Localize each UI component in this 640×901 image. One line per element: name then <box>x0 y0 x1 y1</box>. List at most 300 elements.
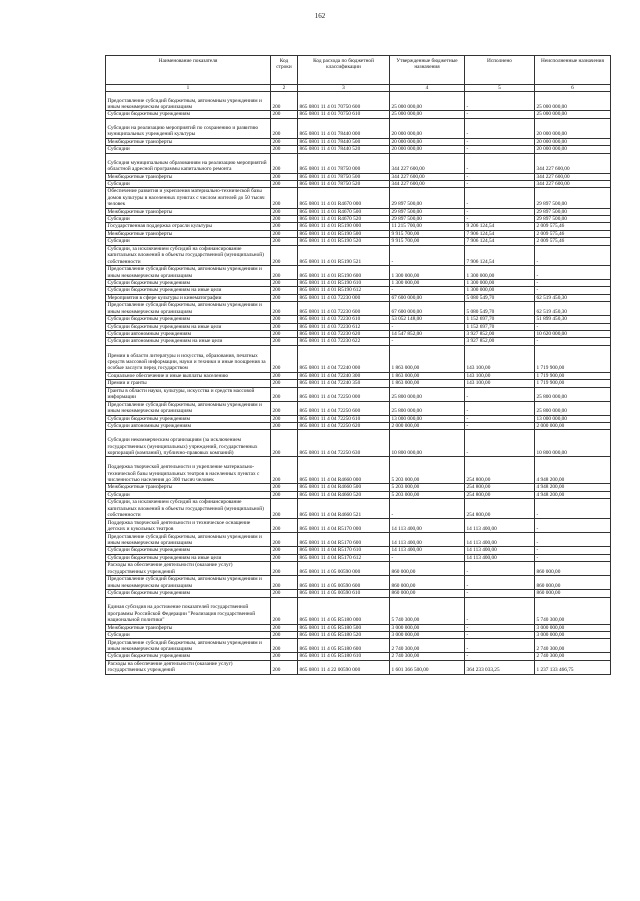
cell-executed: 254 800,00 <box>465 491 535 498</box>
cell-approved: 1 863 000,00 <box>390 372 465 379</box>
cell-row-code: 200 <box>271 401 298 415</box>
cell-budget-code: 865 0801 11 4 04 R5170 610 <box>298 547 390 554</box>
cell-budget-code: 865 0801 11 4 01 R5190 000 <box>298 223 390 230</box>
cell-indicator-name: Субсидии, за исключением субсидий на софинансирование капитальных вложений в объекты государственной (муниципальной) собственности <box>106 499 271 519</box>
cell-remaining: - <box>535 338 611 345</box>
cell-indicator-name: Субсидии бюджетным учреждениям на иные цели <box>106 323 271 330</box>
cell-executed: 1 300 000,00 <box>465 279 535 286</box>
table-row <box>106 323 611 330</box>
cell-remaining: 3 000 000,00 <box>535 632 611 639</box>
cell-executed: 1 300 000,00 <box>465 287 535 294</box>
cell-approved: - <box>390 323 465 330</box>
header-indicator-name: Наименование показателя <box>106 56 271 85</box>
cell-executed: 143 100,00 <box>465 372 535 379</box>
cell-approved: 5 203 000,00 <box>390 484 465 491</box>
cell-indicator-name: Межбюджетные трансферты <box>106 230 271 237</box>
cell-indicator-name: Субсидии <box>106 238 271 245</box>
cell-row-code: 200 <box>271 372 298 379</box>
cell-budget-code: 865 0801 11 4 03 72230 620 <box>298 330 390 337</box>
cell-row-code: 200 <box>271 590 298 597</box>
cell-remaining: 20 000 000,00 <box>535 118 611 138</box>
cell-remaining: - <box>535 519 611 533</box>
cell-executed: 1 152 697,70 <box>465 316 535 323</box>
cell-row-code: 200 <box>271 338 298 345</box>
cell-indicator-name: Субсидии, за исключением субсидий на софинансирование капитальных вложений в объекты государственной (муниципальной) собственности <box>106 245 271 265</box>
cell-executed: - <box>465 562 535 576</box>
cell-row-code: 200 <box>271 499 298 519</box>
cell-row-code: 200 <box>271 302 298 316</box>
cell-approved: 25 000 000,00 <box>390 111 465 118</box>
table-row <box>106 330 611 337</box>
cell-budget-code: 865 0801 11 4 01 R5190 612 <box>298 287 390 294</box>
cell-executed: - <box>465 597 535 624</box>
cell-remaining: 20 000 000,00 <box>535 146 611 153</box>
table-row <box>106 230 611 237</box>
cell-remaining: 25 000 000,00 <box>535 92 611 111</box>
table-row <box>106 265 611 279</box>
cell-executed: 143 100,00 <box>465 345 535 372</box>
cell-budget-code: 865 0801 11 4 01 78440 520 <box>298 146 390 153</box>
header-budget-code: Код расхода по бюджетной классификации <box>298 56 390 85</box>
table-row <box>106 111 611 118</box>
cell-budget-code: 865 0801 11 4 03 72230 000 <box>298 294 390 301</box>
cell-remaining: - <box>535 499 611 519</box>
table-row <box>106 216 611 223</box>
cell-approved: 9 915 700,00 <box>390 230 465 237</box>
cell-executed: - <box>465 415 535 422</box>
cell-approved: 11 215 700,00 <box>390 223 465 230</box>
cell-remaining: 2 009 575,46 <box>535 230 611 237</box>
cell-budget-code: 865 0801 11 4 01 R4670 500 <box>298 208 390 215</box>
cell-budget-code: 865 0801 11 4 03 72230 600 <box>298 302 390 316</box>
cell-executed: - <box>465 146 535 153</box>
cell-budget-code: 865 0801 11 4 05 R5180 600 <box>298 639 390 653</box>
cell-approved: 5 740 300,00 <box>390 597 465 624</box>
cell-indicator-name: Субсидии бюджетным учреждениям <box>106 316 271 323</box>
cell-remaining: 2 009 575,46 <box>535 238 611 245</box>
cell-executed: - <box>465 92 535 111</box>
cell-approved: 25 000 000,00 <box>390 92 465 111</box>
cell-budget-code: 865 0801 11 4 05 R5180 520 <box>298 632 390 639</box>
cell-budget-code: 865 0801 11 4 05 R5180 500 <box>298 624 390 631</box>
table-row <box>106 632 611 639</box>
cell-approved: 14 113 400,00 <box>390 519 465 533</box>
cell-indicator-name: Субсидии бюджетным учреждениям на иные цели <box>106 554 271 561</box>
cell-executed: - <box>465 430 535 457</box>
table-row <box>106 372 611 379</box>
cell-indicator-name: Предоставление субсидий бюджетным, автономным учреждениям и иным некоммерческим организациям <box>106 302 271 316</box>
cell-executed: - <box>465 639 535 653</box>
table-row <box>106 223 611 230</box>
cell-approved: 13 000 000,00 <box>390 415 465 422</box>
cell-budget-code: 865 0801 11 4 03 72230 622 <box>298 338 390 345</box>
cell-indicator-name: Субсидия муниципальным образованиям на реализацию мероприятий областной адресной программы капитального ремонта <box>106 153 271 173</box>
table-row <box>106 146 611 153</box>
cell-budget-code: 865 0801 11 4 04 72250 000 <box>298 387 390 401</box>
cell-executed: 3 927 852,00 <box>465 330 535 337</box>
cell-approved: - <box>390 499 465 519</box>
cell-approved: 14 113 400,00 <box>390 533 465 547</box>
table-row <box>106 484 611 491</box>
cell-remaining: 29 897 500,00 <box>535 216 611 223</box>
cell-indicator-name: Межбюджетные трансферты <box>106 624 271 631</box>
cell-approved: 2 740 300,00 <box>390 639 465 653</box>
cell-indicator-name: Поддержка творческой деятельности и укрепление материально-технической базы муниципальных театров в населенных пунктах с численностью населения до 300 тысяч человек <box>106 457 271 484</box>
cell-remaining: 2 740 300,00 <box>535 653 611 660</box>
cell-row-code: 200 <box>271 208 298 215</box>
cell-approved: 2 740 300,00 <box>390 653 465 660</box>
cell-remaining: 4 948 200,00 <box>535 484 611 491</box>
cell-executed: 14 113 400,00 <box>465 554 535 561</box>
cell-budget-code: 865 0801 11 4 01 R5190 521 <box>298 245 390 265</box>
cell-budget-code: 865 0801 11 4 01 R5190 520 <box>298 238 390 245</box>
cell-row-code: 200 <box>271 138 298 145</box>
cell-indicator-name: Обеспечение развития и укрепления материально-технической базы домов культуры в населенных пунктах с числом жителей до 50 тысяч человек <box>106 188 271 208</box>
cell-executed: - <box>465 632 535 639</box>
cell-budget-code: 865 0801 11 4 04 R4660 500 <box>298 484 390 491</box>
table-row <box>106 316 611 323</box>
cell-approved: 5 203 000,00 <box>390 457 465 484</box>
table-row <box>106 547 611 554</box>
cell-row-code: 200 <box>271 287 298 294</box>
cell-remaining: 25 800 000,00 <box>535 387 611 401</box>
cell-budget-code: 865 0801 11 4 04 72250 610 <box>298 415 390 422</box>
cell-row-code: 200 <box>271 181 298 188</box>
cell-budget-code: 865 0801 11 4 01 70750 600 <box>298 92 390 111</box>
cell-indicator-name: Субсидии <box>106 146 271 153</box>
cell-row-code: 200 <box>271 415 298 422</box>
cell-approved: 20 000 000,00 <box>390 118 465 138</box>
cell-approved: 29 897 500,00 <box>390 188 465 208</box>
cell-budget-code: 865 0801 11 4 05 00590 000 <box>298 562 390 576</box>
cell-indicator-name: Предоставление субсидий бюджетным, автономным учреждениям и иным некоммерческим организациям <box>106 92 271 111</box>
cell-row-code: 200 <box>271 484 298 491</box>
cell-approved: 10 800 000,00 <box>390 430 465 457</box>
column-number: 5 <box>465 85 535 92</box>
table-row <box>106 238 611 245</box>
table-row <box>106 660 611 674</box>
cell-remaining: 344 227 600,00 <box>535 181 611 188</box>
table-row <box>106 118 611 138</box>
cell-row-code: 200 <box>271 188 298 208</box>
cell-budget-code: 865 0801 11 4 01 78440 500 <box>298 138 390 145</box>
cell-approved: 14 547 852,00 <box>390 330 465 337</box>
header-approved: Утвержденные бюджетные назначения <box>390 56 465 85</box>
table-row <box>106 639 611 653</box>
cell-row-code: 200 <box>271 230 298 237</box>
cell-remaining: - <box>535 245 611 265</box>
table-row <box>106 294 611 301</box>
cell-row-code: 200 <box>271 519 298 533</box>
column-number: 3 <box>298 85 390 92</box>
cell-approved: 29 897 500,00 <box>390 216 465 223</box>
cell-row-code: 200 <box>271 153 298 173</box>
cell-row-code: 200 <box>271 491 298 498</box>
header-executed: Исполнено <box>465 56 535 85</box>
cell-indicator-name: Субсидии бюджетным учреждениям <box>106 415 271 422</box>
cell-approved: - <box>390 245 465 265</box>
cell-budget-code: 865 0801 11 4 04 72240 300 <box>298 372 390 379</box>
cell-indicator-name: Предоставление субсидий бюджетным, автономным учреждениям и иным некоммерческим организациям <box>106 576 271 590</box>
cell-approved: 1 863 000,00 <box>390 345 465 372</box>
cell-approved: 25 800 000,00 <box>390 401 465 415</box>
table-row <box>106 345 611 372</box>
cell-indicator-name: Субсидии бюджетным учреждениям <box>106 111 271 118</box>
cell-row-code: 200 <box>271 345 298 372</box>
cell-budget-code: 865 0801 11 4 04 R4660 000 <box>298 457 390 484</box>
cell-budget-code: 865 0801 11 4 04 72240 000 <box>298 345 390 372</box>
cell-remaining: 1 719 900,00 <box>535 380 611 387</box>
cell-indicator-name: Предоставление субсидий бюджетным, автономным учреждениям и иным некоммерческим организациям <box>106 265 271 279</box>
table-row <box>106 173 611 180</box>
cell-indicator-name: Социальное обеспечение и иные выплаты населению <box>106 372 271 379</box>
table-row <box>106 302 611 316</box>
cell-row-code: 200 <box>271 387 298 401</box>
cell-executed: 14 113 400,00 <box>465 519 535 533</box>
cell-row-code: 200 <box>271 554 298 561</box>
cell-row-code: 200 <box>271 457 298 484</box>
cell-row-code: 200 <box>271 330 298 337</box>
cell-executed: 7 906 124,54 <box>465 230 535 237</box>
cell-indicator-name: Субсидии бюджетным учреждениям на иные цели <box>106 287 271 294</box>
table-row <box>106 624 611 631</box>
cell-remaining: 2 740 300,00 <box>535 639 611 653</box>
cell-executed: 254 800,00 <box>465 457 535 484</box>
cell-executed: 1 152 697,70 <box>465 323 535 330</box>
table-row <box>106 422 611 429</box>
cell-executed: 7 906 124,54 <box>465 245 535 265</box>
table-row <box>106 533 611 547</box>
cell-approved: 860 000,00 <box>390 590 465 597</box>
cell-remaining: 4 948 200,00 <box>535 491 611 498</box>
cell-remaining: 25 800 000,00 <box>535 401 611 415</box>
header-remaining: Неисполненные назначения <box>535 56 611 85</box>
cell-row-code: 200 <box>271 422 298 429</box>
cell-budget-code: 865 0801 11 4 01 78750 000 <box>298 153 390 173</box>
cell-indicator-name: Субсидии бюджетным учреждениям <box>106 547 271 554</box>
cell-executed: - <box>465 111 535 118</box>
cell-remaining: 20 000 000,00 <box>535 138 611 145</box>
column-number: 2 <box>271 85 298 92</box>
cell-budget-code: 865 0801 11 4 04 R4660 521 <box>298 499 390 519</box>
cell-executed: - <box>465 624 535 631</box>
cell-remaining: 344 227 600,00 <box>535 173 611 180</box>
cell-executed: 9 206 124,54 <box>465 223 535 230</box>
cell-row-code: 200 <box>271 173 298 180</box>
cell-indicator-name: Премии в области литературы и искусства, образования, печатных средств массовой информации, науки и техники и иные поощрения за особые заслуги перед государством <box>106 345 271 372</box>
cell-remaining: 344 227 600,00 <box>535 153 611 173</box>
cell-remaining: 1 719 900,00 <box>535 372 611 379</box>
table-row <box>106 287 611 294</box>
cell-approved: 9 915 700,00 <box>390 238 465 245</box>
table-row <box>106 491 611 498</box>
cell-approved: 14 113 400,00 <box>390 547 465 554</box>
cell-indicator-name: Субсидии некоммерческим организациям (за исключением государственных (муниципальных) учреждений, государственных корпораций (компаний), публично-правовых компаний) <box>106 430 271 457</box>
cell-row-code: 200 <box>271 238 298 245</box>
cell-budget-code: 865 0801 11 4 05 00590 610 <box>298 590 390 597</box>
cell-budget-code: 865 0801 11 4 01 R5190 610 <box>298 279 390 286</box>
cell-budget-code: 865 0801 11 4 01 78440 000 <box>298 118 390 138</box>
cell-row-code: 200 <box>271 279 298 286</box>
cell-remaining: 860 000,00 <box>535 576 611 590</box>
table-row <box>106 576 611 590</box>
cell-remaining: 29 897 500,00 <box>535 188 611 208</box>
cell-executed: - <box>465 188 535 208</box>
table-row <box>106 562 611 576</box>
column-number: 1 <box>106 85 271 92</box>
cell-row-code: 200 <box>271 265 298 279</box>
cell-approved: 25 800 000,00 <box>390 387 465 401</box>
cell-row-code: 200 <box>271 547 298 554</box>
cell-budget-code: 865 0801 11 4 01 78750 520 <box>298 181 390 188</box>
cell-budget-code: 865 0801 11 4 01 R4670 000 <box>298 188 390 208</box>
cell-row-code: 200 <box>271 294 298 301</box>
cell-indicator-name: Мероприятия в сфере культуры и кинематографии <box>106 294 271 301</box>
cell-remaining: - <box>535 323 611 330</box>
cell-indicator-name: Межбюджетные трансферты <box>106 484 271 491</box>
cell-indicator-name: Субсидии <box>106 216 271 223</box>
cell-row-code: 200 <box>271 245 298 265</box>
cell-executed: - <box>465 153 535 173</box>
cell-budget-code: 865 0801 11 4 04 72250 630 <box>298 430 390 457</box>
cell-row-code: 200 <box>271 146 298 153</box>
cell-remaining: - <box>535 265 611 279</box>
table-row <box>106 338 611 345</box>
cell-budget-code: 865 0801 11 4 04 R5170 000 <box>298 519 390 533</box>
cell-indicator-name: Предоставление субсидий бюджетным, автономным учреждениям и иным некоммерческим организациям <box>106 533 271 547</box>
cell-remaining: 62 519 450,30 <box>535 302 611 316</box>
cell-executed: 7 906 124,54 <box>465 238 535 245</box>
table-row <box>106 401 611 415</box>
cell-remaining: - <box>535 287 611 294</box>
table-row <box>106 153 611 173</box>
cell-row-code: 200 <box>271 562 298 576</box>
table-header <box>106 56 611 85</box>
cell-indicator-name: Субсидии <box>106 632 271 639</box>
cell-budget-code: 865 0801 11 4 04 72250 600 <box>298 401 390 415</box>
cell-executed: - <box>465 576 535 590</box>
table-row <box>106 590 611 597</box>
cell-executed: 3 927 852,00 <box>465 338 535 345</box>
column-number-row <box>106 85 611 92</box>
table-row <box>106 597 611 624</box>
cell-row-code: 200 <box>271 92 298 111</box>
cell-remaining: 2 000 000,00 <box>535 422 611 429</box>
cell-executed: 254 800,00 <box>465 484 535 491</box>
cell-executed: - <box>465 173 535 180</box>
table-row <box>106 499 611 519</box>
cell-row-code: 200 <box>271 111 298 118</box>
cell-row-code: 200 <box>271 653 298 660</box>
table-row <box>106 519 611 533</box>
cell-executed: - <box>465 590 535 597</box>
table-row <box>106 92 611 111</box>
cell-remaining: 13 000 000,00 <box>535 415 611 422</box>
cell-executed: 5 080 549,70 <box>465 302 535 316</box>
cell-indicator-name: Расходы на обеспечение деятельности (оказание услуг) государственных учреждений <box>106 660 271 674</box>
cell-budget-code: 865 0801 11 4 01 R4670 520 <box>298 216 390 223</box>
cell-approved: 344 227 600,00 <box>390 173 465 180</box>
cell-remaining: - <box>535 547 611 554</box>
cell-remaining: - <box>535 279 611 286</box>
cell-remaining: 860 000,00 <box>535 562 611 576</box>
cell-remaining: 10 800 000,00 <box>535 430 611 457</box>
cell-approved: 20 000 000,00 <box>390 138 465 145</box>
column-number: 4 <box>390 85 465 92</box>
cell-executed: 14 113 400,00 <box>465 547 535 554</box>
cell-approved: 860 000,00 <box>390 576 465 590</box>
cell-remaining: 5 740 300,00 <box>535 597 611 624</box>
cell-remaining: 62 519 450,30 <box>535 294 611 301</box>
table-row <box>106 188 611 208</box>
table-row <box>106 279 611 286</box>
cell-budget-code: 865 0801 11 4 05 00590 600 <box>298 576 390 590</box>
cell-executed: 364 233 033,25 <box>465 660 535 674</box>
cell-budget-code: 865 0801 11 4 01 78750 500 <box>298 173 390 180</box>
cell-row-code: 200 <box>271 597 298 624</box>
cell-budget-code: 865 0801 11 4 04 R5170 600 <box>298 533 390 547</box>
budget-execution-table <box>105 55 611 675</box>
cell-row-code: 200 <box>271 576 298 590</box>
table-row <box>106 415 611 422</box>
cell-row-code: 200 <box>271 632 298 639</box>
cell-row-code: 200 <box>271 223 298 230</box>
cell-approved: 344 227 600,00 <box>390 181 465 188</box>
cell-indicator-name: Предоставление субсидий бюджетным, автономным учреждениям и иным некоммерческим организациям <box>106 639 271 653</box>
cell-executed: - <box>465 138 535 145</box>
table-row <box>106 245 611 265</box>
cell-approved: 1 300 000,00 <box>390 279 465 286</box>
table-row <box>106 138 611 145</box>
cell-approved: 2 000 000,00 <box>390 422 465 429</box>
cell-budget-code: 865 0801 11 4 03 72230 610 <box>298 316 390 323</box>
cell-executed: - <box>465 422 535 429</box>
cell-approved: 53 052 148,00 <box>390 316 465 323</box>
table-body <box>106 85 611 675</box>
cell-row-code: 200 <box>271 624 298 631</box>
cell-indicator-name: Субсидии <box>106 491 271 498</box>
table-row <box>106 181 611 188</box>
cell-row-code: 200 <box>271 316 298 323</box>
cell-budget-code: 865 0801 11 4 05 R5180 610 <box>298 653 390 660</box>
table-row <box>106 457 611 484</box>
cell-approved: 860 000,00 <box>390 562 465 576</box>
cell-remaining: 860 000,00 <box>535 590 611 597</box>
cell-executed: - <box>465 118 535 138</box>
cell-row-code: 200 <box>271 430 298 457</box>
cell-approved: - <box>390 554 465 561</box>
cell-row-code: 200 <box>271 639 298 653</box>
cell-budget-code: 865 0801 11 4 22 00590 000 <box>298 660 390 674</box>
cell-indicator-name: Единая субсидия на достижение показателей государственной программы Российской Федерации "Реализация государственной национальной политики" <box>106 597 271 624</box>
cell-executed: - <box>465 216 535 223</box>
cell-remaining: 4 948 200,00 <box>535 457 611 484</box>
cell-indicator-name: Межбюджетные трансферты <box>106 173 271 180</box>
cell-remaining: 10 620 000,00 <box>535 330 611 337</box>
cell-indicator-name: Поддержка творческой деятельности и техническое оснащение детских и кукольных театров <box>106 519 271 533</box>
cell-approved: 3 000 000,00 <box>390 632 465 639</box>
cell-indicator-name: Предоставление субсидий бюджетным, автономным учреждениям и иным некоммерческим организациям <box>106 401 271 415</box>
cell-approved: - <box>390 287 465 294</box>
cell-approved: 344 227 600,00 <box>390 153 465 173</box>
cell-remaining: - <box>535 533 611 547</box>
cell-remaining: 29 897 500,00 <box>535 208 611 215</box>
cell-budget-code: 865 0801 11 4 01 R5190 500 <box>298 230 390 237</box>
cell-executed: 143 100,00 <box>465 380 535 387</box>
cell-remaining: 2 009 575,46 <box>535 223 611 230</box>
cell-row-code: 200 <box>271 533 298 547</box>
cell-indicator-name: Субсидии автономным учреждениям <box>106 330 271 337</box>
